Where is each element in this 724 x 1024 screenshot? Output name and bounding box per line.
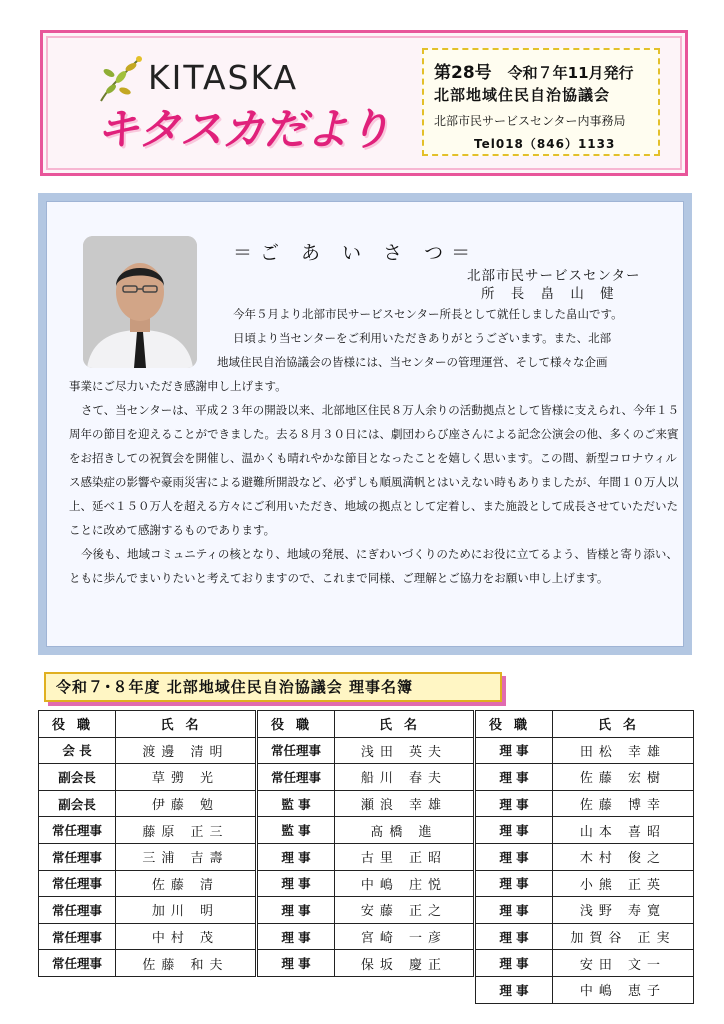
table-row: [39, 737, 256, 764]
member-role: 常任理事: [258, 737, 335, 764]
table-row: [258, 737, 474, 764]
table-row: [476, 843, 694, 870]
member-role: 理 事: [258, 950, 335, 977]
member-name: 浅野 寿寛: [553, 897, 694, 924]
member-name: 佐藤 和夫: [116, 950, 256, 977]
member-role: 理 事: [476, 817, 553, 844]
table-row: [258, 817, 474, 844]
member-name: 保坂 慶正: [335, 950, 474, 977]
phone-number: Tel018（846）1133: [474, 137, 616, 151]
member-role: 常任理事: [39, 870, 116, 897]
member-name: 草彅 光: [116, 764, 256, 791]
member-name: 加川 明: [116, 897, 256, 924]
table-row: [39, 870, 256, 897]
table-row: [258, 843, 474, 870]
member-name: 安田 文一: [553, 950, 694, 977]
table-row: [258, 897, 474, 924]
col-name-header: 氏名: [335, 711, 474, 738]
member-role: 副会長: [39, 764, 116, 791]
publisher-name: 北部地域住民自治協議会: [434, 86, 611, 104]
table-row: [476, 923, 694, 950]
table-row: [476, 897, 694, 924]
member-name: 中嶋 庄悦: [335, 870, 474, 897]
member-role: 理 事: [476, 950, 553, 977]
member-name: 木村 俊之: [553, 843, 694, 870]
member-name: 三浦 吉壽: [116, 843, 256, 870]
member-name: 浅田 英夫: [335, 737, 474, 764]
table-row: [39, 764, 256, 791]
member-role: 常任理事: [39, 843, 116, 870]
member-name: 伊藤 勉: [116, 790, 256, 817]
author-organization: 北部市民サービスセンター: [467, 268, 641, 284]
table-row: [476, 976, 694, 1003]
directory-table-2: [257, 710, 474, 977]
table-row: [39, 897, 256, 924]
member-role: 監 事: [258, 817, 335, 844]
logo-english: KITASKA: [148, 58, 299, 97]
directory-title: 令和７･８年度 北部地域住民自治協議会 理事名簿: [44, 672, 502, 702]
member-name: 安藤 正之: [335, 897, 474, 924]
member-name: 瀬浪 幸雄: [335, 790, 474, 817]
table-row: [258, 764, 474, 791]
greeting-paragraph: 事業にご尽力いただき感謝申し上げます。: [69, 379, 287, 393]
col-name-header: 氏名: [116, 711, 256, 738]
table-row: [476, 764, 694, 791]
member-role: 理 事: [258, 897, 335, 924]
greeting-paragraph: 今年５月より北部市民サービスセンター所長として就任しました畠山です。: [233, 307, 623, 321]
member-name: 佐藤 清: [116, 870, 256, 897]
col-role-header: 役職: [39, 711, 116, 738]
member-role: 理 事: [476, 976, 553, 1003]
table-row: [258, 790, 474, 817]
member-role: 理 事: [476, 870, 553, 897]
issue-info-box: [422, 48, 660, 156]
table-row: [258, 950, 474, 977]
member-role: 理 事: [476, 790, 553, 817]
greeting-paragraph: 日頃より当センターをご利用いただきありがとうございます。また、北部: [233, 331, 612, 345]
member-name: 船川 春夫: [335, 764, 474, 791]
member-role: 会 長: [39, 737, 116, 764]
member-role: 理 事: [476, 764, 553, 791]
member-name: 佐藤 宏樹: [553, 764, 694, 791]
member-name: 田松 幸雄: [553, 737, 694, 764]
member-role: 副会長: [39, 790, 116, 817]
table-row: [476, 817, 694, 844]
member-name: 山本 喜昭: [553, 817, 694, 844]
table-row: [476, 737, 694, 764]
table-row: [39, 843, 256, 870]
member-name: 小熊 正英: [553, 870, 694, 897]
member-role: 常任理事: [39, 897, 116, 924]
member-name: 古里 正昭: [335, 843, 474, 870]
member-role: 常任理事: [39, 817, 116, 844]
member-name: 中嶋 恵子: [553, 976, 694, 1003]
member-role: 理 事: [476, 843, 553, 870]
col-name-header: 氏名: [553, 711, 694, 738]
member-role: 理 事: [258, 870, 335, 897]
greeting-paragraph: 今後も、地域コミュニティの核となり、地域の発展、にぎわいづくりのためにお役に立てるよう、皆様と寄り添い、ともに歩んでまいりたいと考えておりますので、これまで同様、ご理解とご協力をお願い申し上げます。: [69, 547, 678, 585]
member-role: 常任理事: [39, 923, 116, 950]
member-name: 佐藤 博幸: [553, 790, 694, 817]
issue-date: 令和７年11月発行: [507, 64, 634, 82]
greeting-body: [69, 302, 679, 590]
member-name: 宮崎 一彦: [335, 923, 474, 950]
member-role: 理 事: [258, 923, 335, 950]
issue-number: 第28号: [434, 63, 492, 83]
table-row: [39, 923, 256, 950]
col-role-header: 役職: [476, 711, 553, 738]
member-name: 加賀谷 正実: [553, 923, 694, 950]
greeting-paragraph: さて、当センターは、平成２３年の開設以来、北部地区住民８万人余りの活動拠点として皆様に支えられ、今年１５周年の節目を迎えることができました。去る８月３０日には、劇団わらび座さんによる記念公演会の他、多くのご来賓をお招きしての祝賀会を開催し、温かくも晴れやかな節目となったことを嬉しく思います。この間、新型コロナウィルス感染症の影響や豪雨災害による避難所開設など、必ずしも順風満帆とはいえない時もありましたが、年間１０万人以上、延べ１５０万人を超える方々にご利用いただき、地域の拠点として定着し、また施設として成長させていただいたことに改めて感謝するものであります。: [69, 403, 679, 537]
member-name: 藤原 正三: [116, 817, 256, 844]
member-name: 中村 茂: [116, 923, 256, 950]
issue-line: [434, 58, 634, 83]
member-name: 髙橋 進: [335, 817, 474, 844]
member-role: 常任理事: [39, 950, 116, 977]
table-row: [476, 790, 694, 817]
member-role: 監 事: [258, 790, 335, 817]
table-row: [39, 817, 256, 844]
member-role: 常任理事: [258, 764, 335, 791]
col-role-header: 役職: [258, 711, 335, 738]
member-role: 理 事: [476, 737, 553, 764]
logo-japanese: キタスカだより: [96, 105, 390, 155]
greeting-paragraph: 地域住民自治協議会の皆様には、当センターの管理運営、そして様々な企画: [217, 355, 608, 369]
greeting-title: ＝ご あ い さ つ＝: [233, 242, 479, 264]
directory-table-3: [475, 710, 694, 1004]
member-role: 理 事: [476, 923, 553, 950]
member-name: 渡邊 清明: [116, 737, 256, 764]
office-name: 北部市民サービスセンター内事務局: [434, 114, 626, 128]
table-row: [39, 950, 256, 977]
member-role: 理 事: [258, 843, 335, 870]
author-name: 所 長 畠 山 健: [481, 286, 620, 302]
table-row: [258, 923, 474, 950]
member-role: 理 事: [476, 897, 553, 924]
greeting-section: [38, 193, 692, 655]
table-row: [39, 790, 256, 817]
table-row: [476, 950, 694, 977]
table-row: [258, 870, 474, 897]
table-row: [476, 870, 694, 897]
directory-table-1: [38, 710, 256, 977]
